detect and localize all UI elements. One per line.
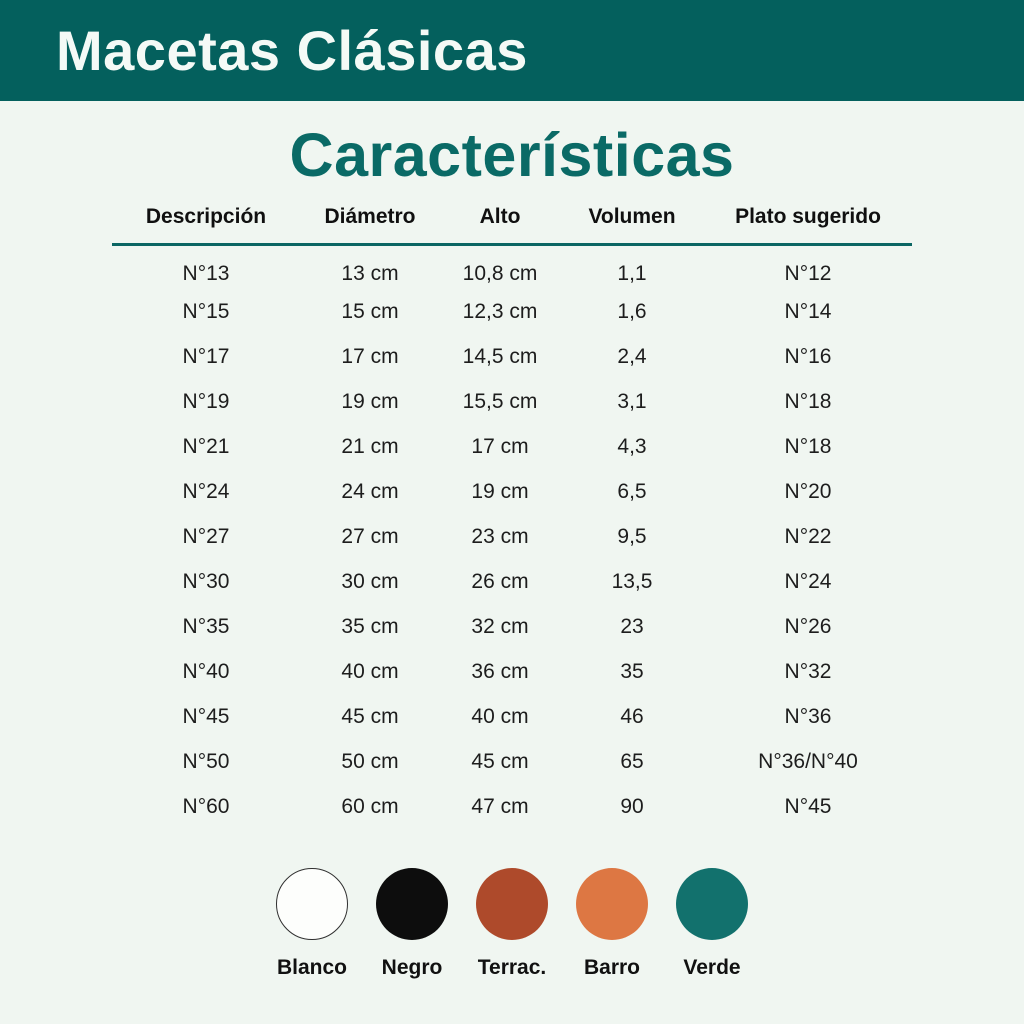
table-row bbox=[112, 515, 912, 560]
color-swatch-negro bbox=[376, 868, 448, 940]
cell: N°45 bbox=[182, 705, 230, 729]
cell: N°32 bbox=[784, 660, 832, 684]
color-label: Negro bbox=[381, 955, 443, 979]
table-row bbox=[112, 560, 912, 605]
cell: 13 cm bbox=[341, 261, 399, 285]
cell: N°19 bbox=[182, 390, 230, 414]
cell: 47 cm bbox=[471, 795, 529, 819]
spec-table bbox=[112, 205, 912, 830]
cell: 45 cm bbox=[471, 750, 529, 774]
cell: 4,3 bbox=[617, 435, 647, 459]
legend-item-blanco bbox=[276, 868, 348, 980]
color-label: Blanco bbox=[276, 955, 347, 979]
table-header-row bbox=[112, 205, 912, 245]
color-swatch-verde bbox=[676, 868, 748, 940]
cell: N°36 bbox=[784, 705, 832, 729]
cell: 1,6 bbox=[617, 300, 647, 324]
color-swatch-blanco bbox=[276, 868, 348, 940]
cell: 21 cm bbox=[341, 435, 399, 459]
cell: N°21 bbox=[182, 435, 230, 459]
cell: N°40 bbox=[182, 660, 230, 684]
color-legend bbox=[0, 868, 1024, 980]
cell: 6,5 bbox=[617, 480, 647, 504]
table-head bbox=[112, 205, 912, 245]
cell: 27 cm bbox=[341, 525, 399, 549]
cell: N°14 bbox=[784, 300, 832, 324]
color-label: Barro bbox=[583, 955, 641, 979]
color-label: Verde bbox=[683, 955, 741, 979]
cell: 1,1 bbox=[617, 261, 647, 285]
section-title: Características bbox=[289, 121, 735, 189]
cell: N°35 bbox=[182, 615, 230, 639]
cell: 60 cm bbox=[341, 795, 399, 819]
column-header-2: Alto bbox=[479, 205, 521, 229]
cell: 40 cm bbox=[341, 660, 399, 684]
cell: 9,5 bbox=[617, 525, 647, 549]
cell: 10,8 cm bbox=[462, 261, 538, 285]
column-header-1: Diámetro bbox=[324, 205, 416, 229]
cell: 15 cm bbox=[341, 300, 399, 324]
cell: N°16 bbox=[784, 345, 832, 369]
cell: 35 cm bbox=[341, 615, 399, 639]
legend-item-verde bbox=[676, 868, 748, 980]
table-row bbox=[112, 335, 912, 380]
header-bar bbox=[0, 0, 1024, 101]
cell: 46 bbox=[620, 705, 644, 729]
cell: N°60 bbox=[182, 795, 230, 819]
table-row bbox=[112, 425, 912, 470]
cell: N°24 bbox=[784, 570, 832, 594]
cell: 90 bbox=[620, 795, 644, 819]
cell: 40 cm bbox=[471, 705, 529, 729]
cell: 23 bbox=[620, 615, 644, 639]
table-row bbox=[112, 695, 912, 740]
cell: 50 cm bbox=[341, 750, 399, 774]
table-row bbox=[112, 740, 912, 785]
cell: 45 cm bbox=[341, 705, 399, 729]
cell: 17 cm bbox=[471, 435, 529, 459]
cell: 65 bbox=[620, 750, 644, 774]
cell: N°18 bbox=[784, 435, 832, 459]
cell: N°30 bbox=[182, 570, 230, 594]
cell: 30 cm bbox=[341, 570, 399, 594]
legend-item-barro bbox=[576, 868, 648, 980]
legend-item-terracota bbox=[476, 868, 548, 980]
table-row bbox=[112, 605, 912, 650]
table-row bbox=[112, 650, 912, 695]
color-swatch-terracota bbox=[476, 868, 548, 940]
cell: 32 cm bbox=[471, 615, 529, 639]
cell: 15,5 cm bbox=[462, 390, 538, 414]
color-label: Terrac. bbox=[477, 955, 547, 979]
column-header-4: Plato sugerido bbox=[735, 205, 881, 229]
cell: N°24 bbox=[182, 480, 230, 504]
column-header-0: Descripción bbox=[145, 205, 267, 229]
cell: N°15 bbox=[182, 300, 230, 324]
cell: N°50 bbox=[182, 750, 230, 774]
cell: 35 bbox=[620, 660, 644, 684]
cell: 13,5 bbox=[611, 570, 653, 594]
app-title: Macetas Clásicas bbox=[56, 19, 528, 82]
legend-item-negro bbox=[376, 868, 448, 980]
cell: 26 cm bbox=[471, 570, 529, 594]
cell: N°17 bbox=[182, 345, 230, 369]
table-row bbox=[112, 290, 912, 335]
cell: 2,4 bbox=[617, 345, 647, 369]
cell: N°18 bbox=[784, 390, 832, 414]
table-body bbox=[112, 245, 912, 830]
cell: N°27 bbox=[182, 525, 230, 549]
column-header-3: Volumen bbox=[588, 205, 676, 229]
cell: 19 cm bbox=[471, 480, 529, 504]
color-swatch-barro bbox=[576, 868, 648, 940]
cell: 36 cm bbox=[471, 660, 529, 684]
table-row bbox=[112, 245, 912, 290]
cell: N°26 bbox=[784, 615, 832, 639]
cell: 17 cm bbox=[341, 345, 399, 369]
cell: 12,3 cm bbox=[462, 300, 538, 324]
cell: N°13 bbox=[182, 261, 230, 285]
cell: N°12 bbox=[784, 261, 832, 285]
cell: N°45 bbox=[784, 795, 832, 819]
cell: 14,5 cm bbox=[462, 345, 538, 369]
table-row bbox=[112, 380, 912, 425]
cell: 19 cm bbox=[341, 390, 399, 414]
cell: N°36/N°40 bbox=[758, 750, 858, 774]
cell: 3,1 bbox=[617, 390, 647, 414]
table-row bbox=[112, 470, 912, 515]
cell: N°20 bbox=[784, 480, 832, 504]
cell: 24 cm bbox=[341, 480, 399, 504]
table-row bbox=[112, 785, 912, 830]
cell: N°22 bbox=[784, 525, 832, 549]
cell: 23 cm bbox=[471, 525, 529, 549]
